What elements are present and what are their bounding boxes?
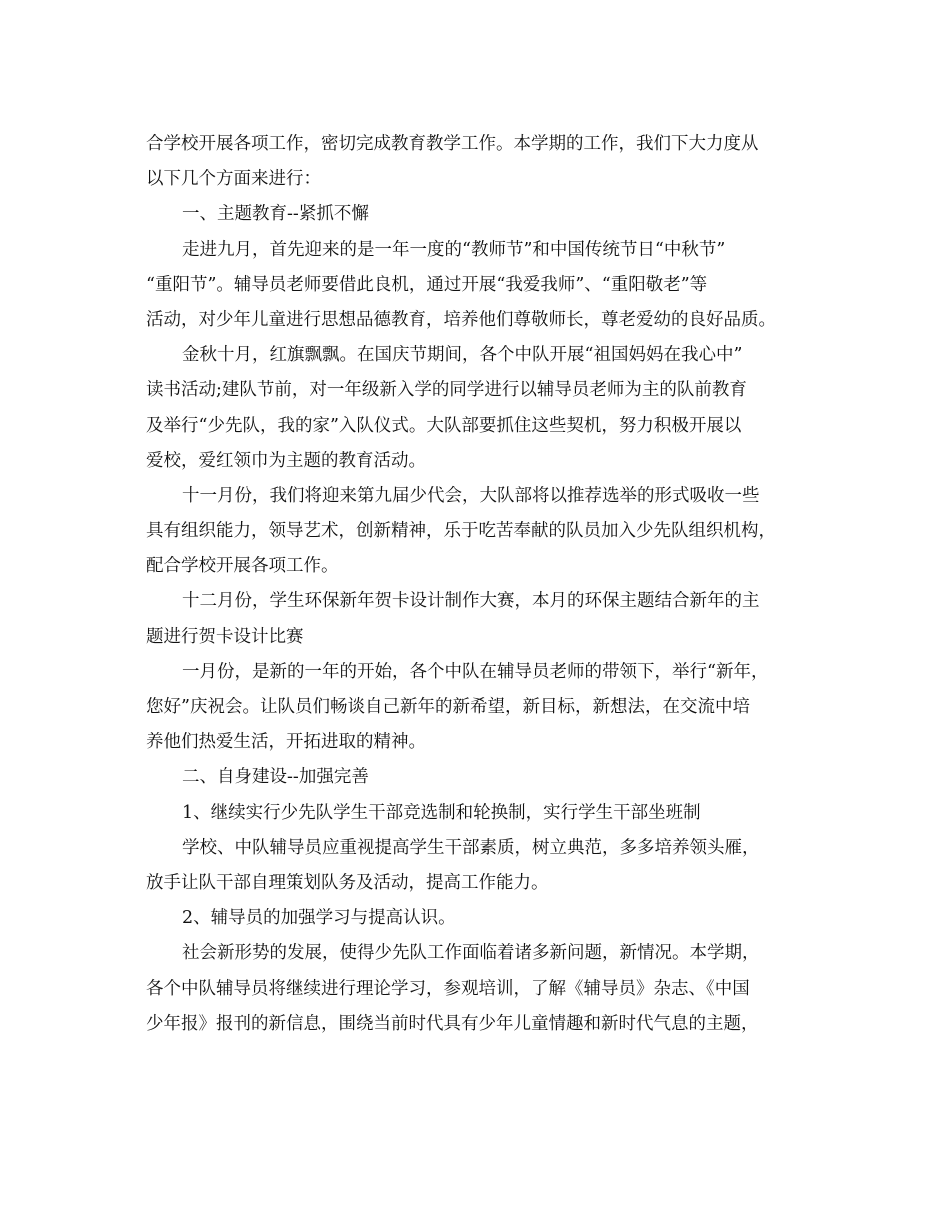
text-line: 题进行贺卡设计比赛: [146, 626, 304, 647]
text-line: 配合学校开展各项工作。: [146, 556, 339, 577]
text-line: 活动，对少年儿童进行思想品德教育，培养他们尊敬师长，尊老爱幼的良好品质。: [146, 309, 776, 330]
text-line: 二、自身建设--加强完善: [182, 767, 369, 788]
text-line: 及举行“少先队，我的家”入队仪式。大队部要抓住这些契机，努力积极开展以: [146, 415, 742, 436]
text-line: 十一月份，我们将迎来第九届少代会，大队部将以推荐选举的形式吸收一些: [182, 485, 760, 506]
text-line: 爱校，爱红领巾为主题的教育活动。: [146, 450, 426, 471]
text-line: 以下几个方面来进行：: [146, 169, 321, 190]
text-line: 学校、中队辅导员应重视提高学生干部素质，树立典范，多多培养领头雁，: [182, 837, 760, 858]
text-line: 您好”庆祝会。让队员们畅谈自己新年的新希望，新目标，新想法，在交流中培: [146, 697, 750, 717]
text-line: 走进九月，首先迎来的是一年一度的“教师节”和中国传统节日“中秋节”: [182, 239, 726, 260]
text-line: 一、主题教育--紧抓不懈: [182, 204, 369, 225]
text-line: 各个中队辅导员将继续进行理论学习，参观培训，了解《辅导员》杂志、《中国: [146, 978, 750, 999]
text-line: 少年报》报刊的新信息，围绕当前时代具有少年儿童情趣和新时代气息的主题，: [146, 1013, 759, 1034]
text-line: 2、辅导员的加强学习与提高认识。: [182, 908, 456, 929]
text-line: 十二月份，学生环保新年贺卡设计制作大赛，本月的环保主题结合新年的主: [182, 591, 760, 612]
document-body: [146, 127, 806, 1042]
text-line: 具有组织能力，领导艺术，创新精神，乐于吃苦奉献的队员加入少先队组织机构，: [146, 521, 776, 542]
text-line: 社会新形势的发展，使得少先队工作面临着诸多新问题，新情况。本学期，: [182, 943, 760, 964]
text-line: 合学校开展各项工作，密切完成教育教学工作。本学期的工作，我们下大力度从: [146, 134, 759, 154]
text-line: 放手让队干部自理策划队务及活动，提高工作能力。: [146, 872, 549, 893]
text-line: 金秋十月，红旗飘飘。在国庆节期间，各个中队开展“祖国妈妈在我心中”: [182, 345, 743, 366]
text-line: “重阳节”。辅导员老师要借此良机，通过开展“我爱我师”、“重阳敬老”等: [146, 274, 708, 295]
text-line: 1、继续实行少先队学生干部竞选制和轮换制，实行学生干部坐班制: [182, 802, 701, 823]
text-line: 读书活动;建队节前，对一年级新入学的同学进行以辅导员老师为主的队前教育: [146, 380, 747, 401]
text-line: 养他们热爱生活，开拓进取的精神。: [146, 732, 426, 753]
text-line: 一月份，是新的一年的开始，各个中队在辅导员老师的带领下，举行“新年，: [182, 661, 769, 682]
